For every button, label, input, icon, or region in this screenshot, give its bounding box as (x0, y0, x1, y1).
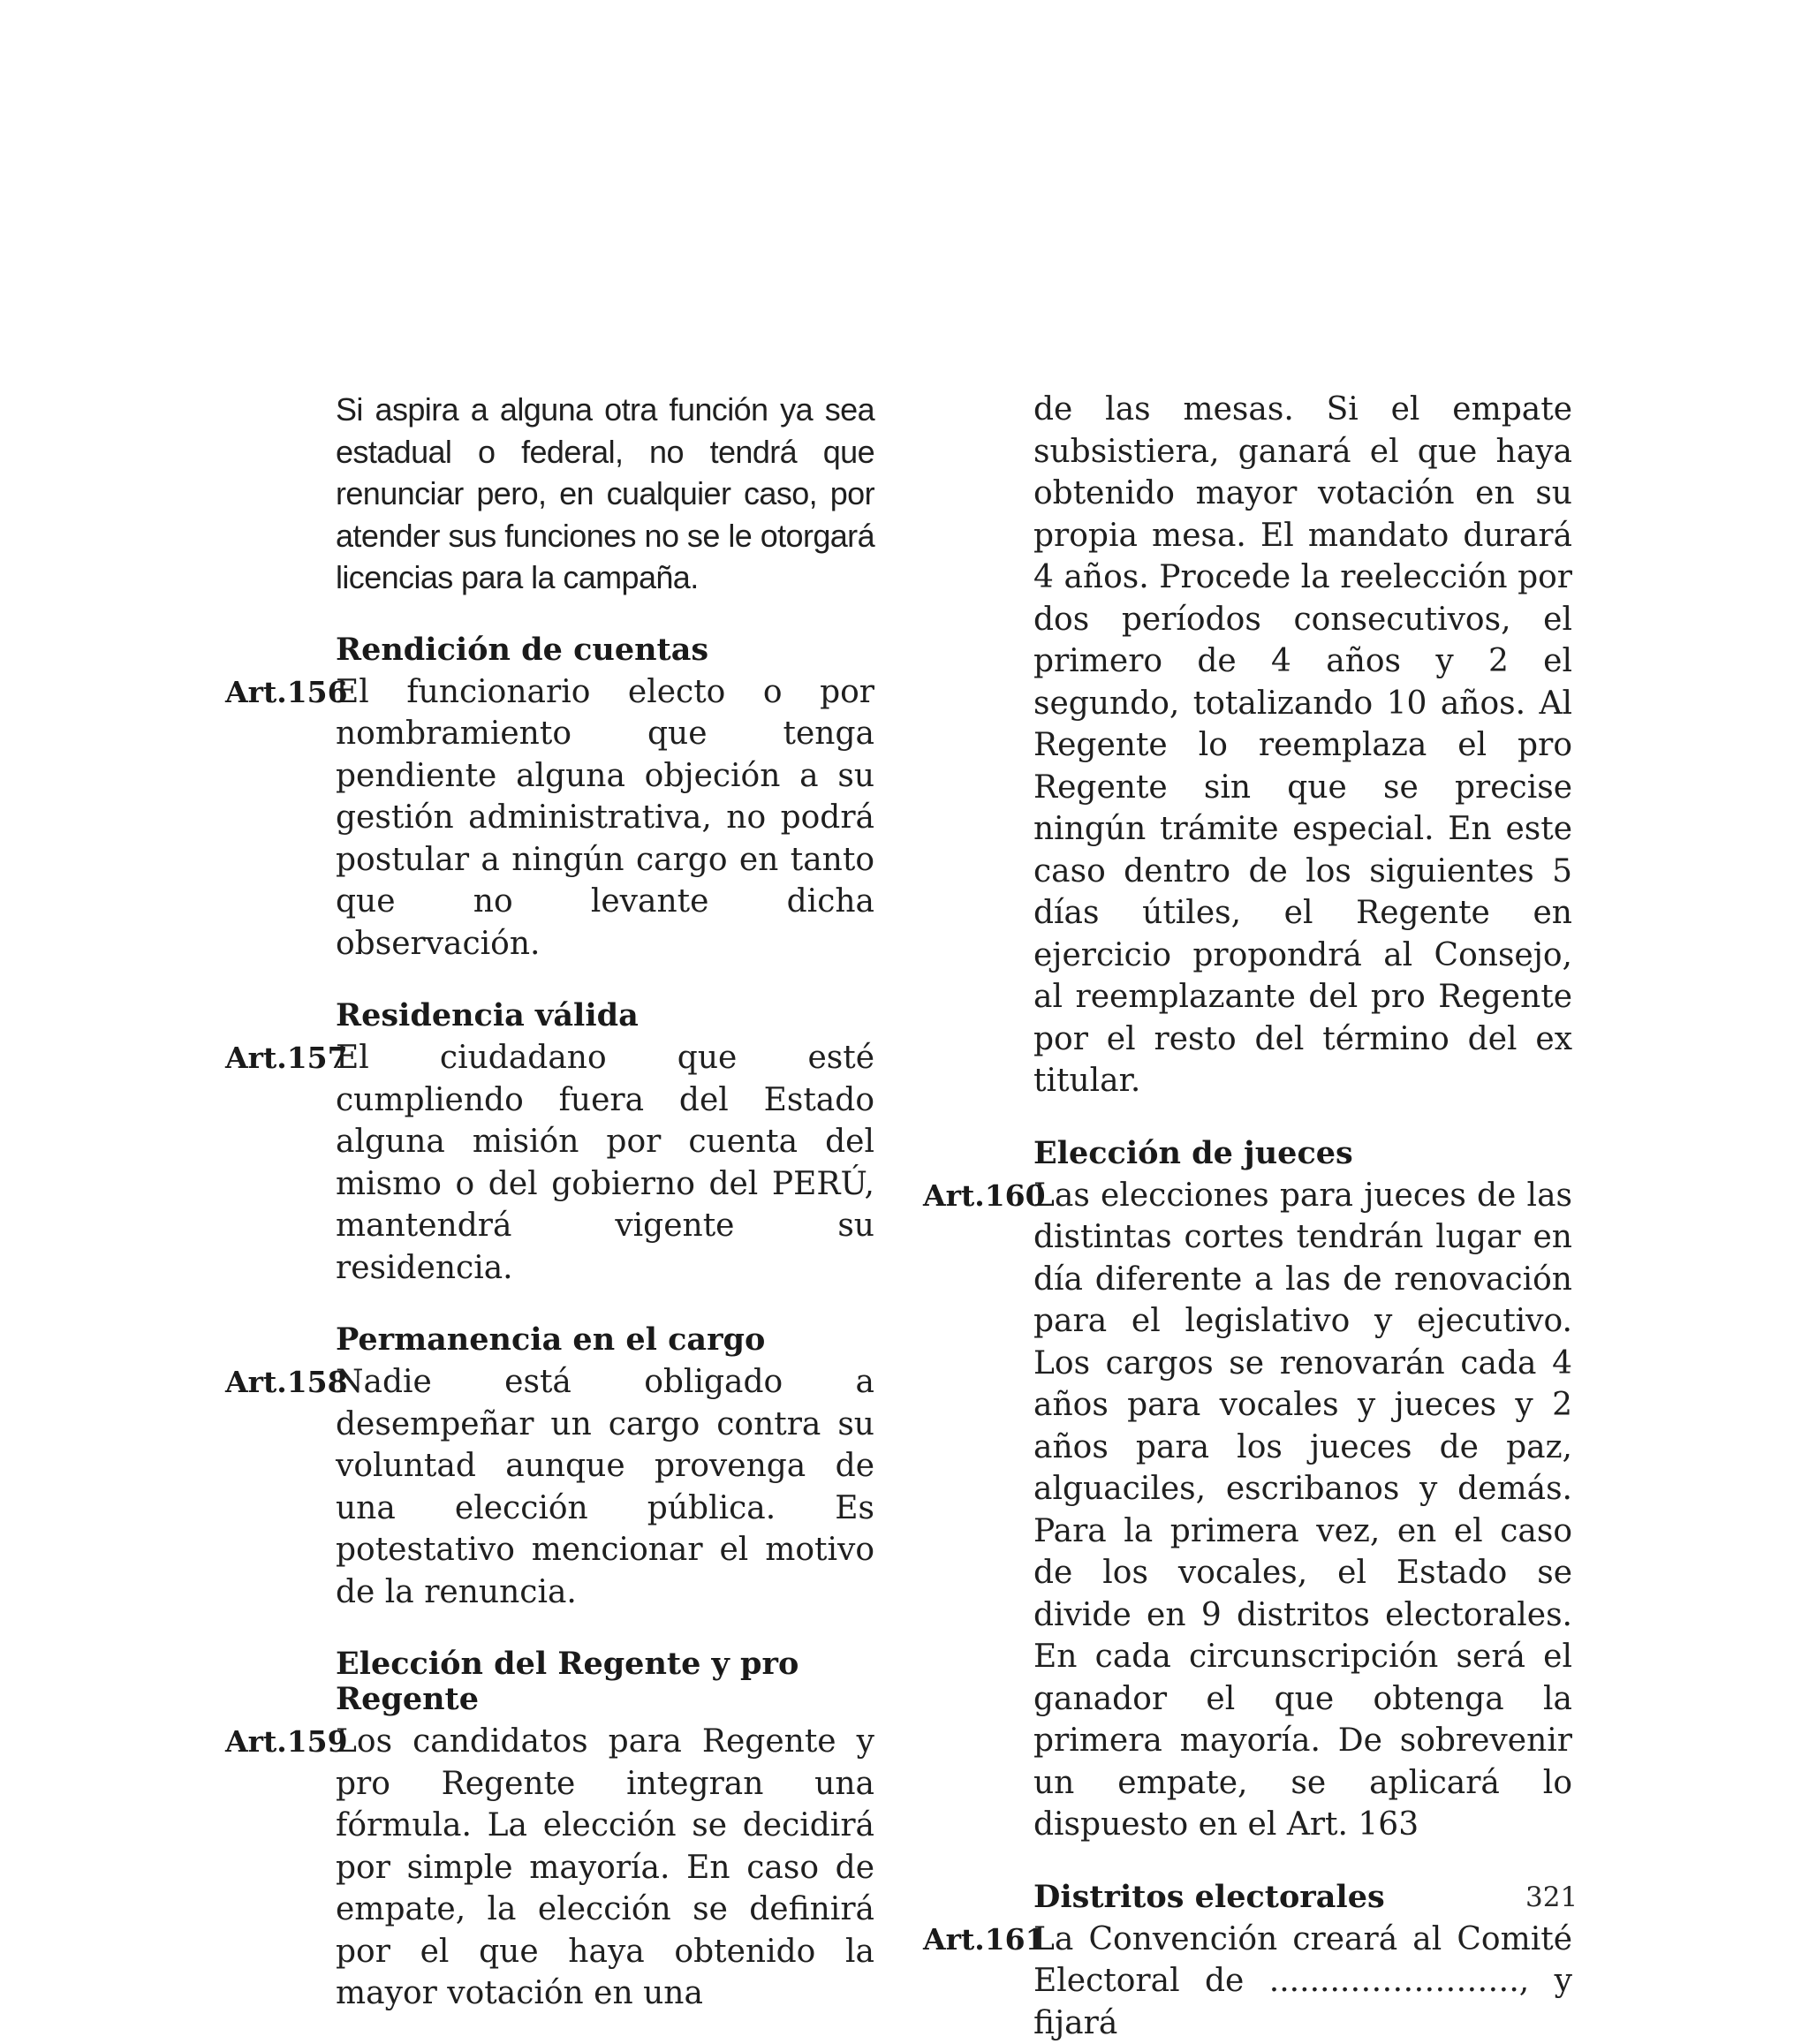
article-text: La Convención creará al Comité Electoral de ........……………., y fijará (1033, 1919, 1572, 2044)
article-label: Art.158 (225, 1361, 348, 1404)
article-text: El funcionario electo o por nombramiento que tenga pendiente alguna objeción a su gestión administrativa, no podrá postular a ningún cargo en tanto que no levante dicha observación. (336, 671, 874, 965)
right-column (1033, 389, 1572, 2044)
section-heading: Elección del Regente y pro Regente (336, 1647, 874, 1717)
article-157 (336, 1037, 874, 1289)
article-156 (336, 671, 874, 965)
article-text: Las elecciones para jueces de las distintas cortes tendrán lugar en día diferente a las de renovación para el legislativo y ejecutivo. Los cargos se renovarán cada 4 años para vocales y jueces y 2 años para los jueces de paz, alguaciles, escribanos y demás. Para la primera vez, en el caso de los vocales, el Estado se divide en 9 distritos electorales. En cada circunscripción será el ganador el que obtenga la primera mayoría. De sobrevenir un empate, se aplicará lo dispuesto en el Art. 163 (1033, 1175, 1572, 1846)
article-text: Nadie está obligado a desempeñar un cargo contra su voluntad aunque provenga de una elección pública. Es potestativo mencionar el motivo de la renuncia. (336, 1361, 874, 1613)
intro-paragraph: Si aspira a alguna otra función ya sea estadual o federal, no tendrá que renunciar pero, en cualquier caso, por atender sus funciones no se le otorgará licencias para la campaña. (336, 389, 874, 599)
section-heading: Distritos electorales (1033, 1880, 1572, 1915)
article-text: Los candidatos para Regente y pro Regente integran una fórmula. La elección se decidirá por simple mayoría. En caso de empate, la elección se definirá por el que haya obtenido la mayor votación en una (336, 1721, 874, 2015)
article-160 (1033, 1175, 1572, 1846)
section-heading: Residencia válida (336, 998, 874, 1033)
article-159 (336, 1721, 874, 2015)
section-heading: Elección de jueces (1033, 1136, 1572, 1171)
article-label: Art.156 (225, 671, 348, 714)
article-label: Art.161 (923, 1919, 1046, 1961)
continuation-paragraph: de las mesas. Si el empate subsistiera, ganará el que haya obtenido mayor votación en su propia mesa. El mandato durará 4 años. Procede la reelección por dos períodos consecutivos, el primero de 4 años y 2 el segundo, totalizando 10 años. Al Regente lo reemplaza el pro Regente sin que se precise ningún trámite especial. En este caso dentro de los siguientes 5 días útiles, el Regente en ejercicio propondrá al Consejo, al reemplazante del pro Regente por el resto del término del ex titular. (1033, 389, 1572, 1102)
page-number: 321 (1525, 1881, 1578, 1913)
article-label: Art.160 (923, 1175, 1046, 1217)
section-heading: Permanencia en el cargo (336, 1322, 874, 1358)
article-label: Art.157 (225, 1037, 348, 1079)
article-label: Art.159 (225, 1721, 348, 1763)
article-158 (336, 1361, 874, 1613)
article-161 (1033, 1919, 1572, 2044)
left-column (336, 389, 874, 2015)
article-text: El ciudadano que esté cumpliendo fuera del Estado alguna misión por cuenta del mismo o del gobierno del PERÚ, mantendrá vigente su residencia. (336, 1037, 874, 1289)
section-heading: Rendición de cuentas (336, 632, 874, 668)
